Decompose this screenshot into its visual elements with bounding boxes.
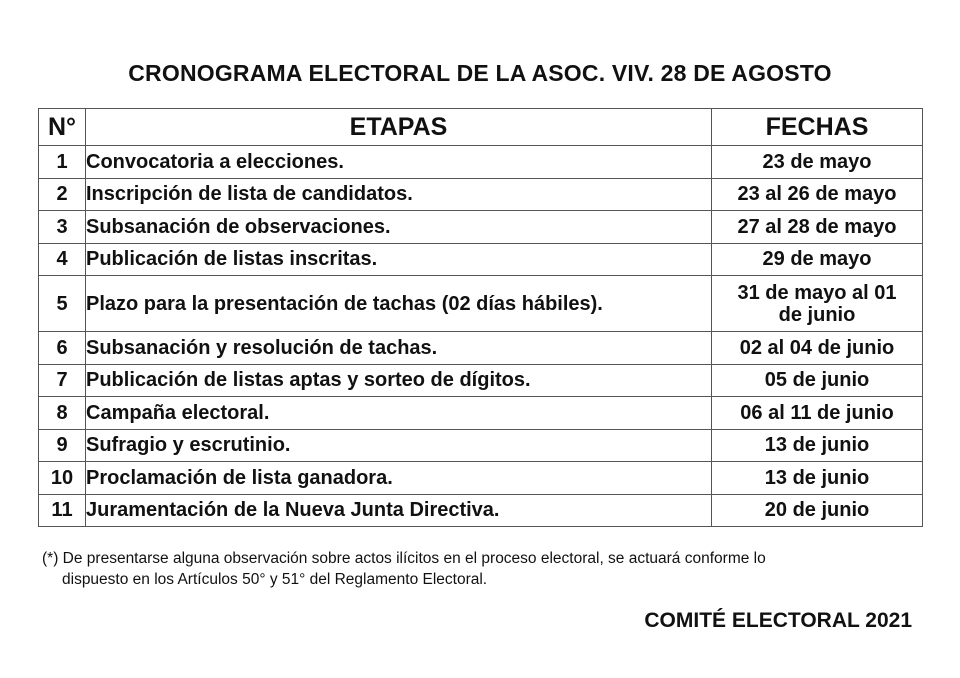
header-stages: ETAPAS [86,109,712,146]
row-number: 5 [39,276,86,332]
row-stage: Subsanación y resolución de tachas. [86,332,712,365]
row-date: 20 de junio [712,494,923,527]
document-title: CRONOGRAMA ELECTORAL DE LA ASOC. VIV. 28 DE AGOSTO [128,60,832,86]
table-row [39,146,923,179]
row-number: 4 [39,243,86,276]
row-stage: Campaña electoral. [86,397,712,430]
row-date: 06 al 11 de junio [712,397,923,430]
row-number: 1 [39,146,86,179]
footnote-line-2: dispuesto en los Artículos 50° y 51° del Reglamento Electoral. [62,571,488,588]
row-number: 2 [39,178,86,211]
row-date: 23 de mayo [712,146,923,179]
footnote [42,548,916,590]
row-date [712,276,923,332]
row-stage: Sufragio y escrutinio. [86,429,712,462]
row-date: 02 al 04 de junio [712,332,923,365]
row-date: 23 al 26 de mayo [712,178,923,211]
table-row [39,397,923,430]
row-stage: Publicación de listas aptas y sorteo de dígitos. [86,364,712,397]
table-row [39,462,923,495]
committee-signature: COMITÉ ELECTORAL 2021 [644,609,912,632]
row-stage: Convocatoria a elecciones. [86,146,712,179]
table-row [39,178,923,211]
row-date-line-2: de junio [778,303,856,326]
row-number: 9 [39,429,86,462]
row-stage: Juramentación de la Nueva Junta Directiva. [86,494,712,527]
row-stage: Plazo para la presentación de tachas (02 días hábiles). [86,276,712,332]
row-date: 13 de junio [712,429,923,462]
footnote-line-1: De presentarse alguna observación sobre actos ilícitos en el proceso electoral, se actuará conforme lo [62,550,766,567]
header-dates: FECHAS [712,109,923,146]
row-stage: Proclamación de lista ganadora. [86,462,712,495]
table-row [39,332,923,365]
row-number: 3 [39,211,86,244]
row-number: 8 [39,397,86,430]
table-row [39,211,923,244]
row-stage: Inscripción de lista de candidatos. [86,178,712,211]
row-number: 6 [39,332,86,365]
row-stage: Subsanación de observaciones. [86,211,712,244]
electoral-schedule-table [38,108,923,527]
row-number: 7 [39,364,86,397]
table-header-row [39,109,923,146]
header-number: N° [39,109,86,146]
row-stage: Publicación de listas inscritas. [86,243,712,276]
table-row [39,243,923,276]
row-number: 11 [39,494,86,527]
row-date-line-1: 31 de mayo al 01 [737,281,897,304]
table-row [39,276,923,332]
footnote-marker: (*) [42,550,59,567]
row-date: 29 de mayo [712,243,923,276]
row-date: 27 al 28 de mayo [712,211,923,244]
row-date: 13 de junio [712,462,923,495]
row-number: 10 [39,462,86,495]
row-date: 05 de junio [712,364,923,397]
table-row [39,494,923,527]
table-row [39,364,923,397]
table-row [39,429,923,462]
